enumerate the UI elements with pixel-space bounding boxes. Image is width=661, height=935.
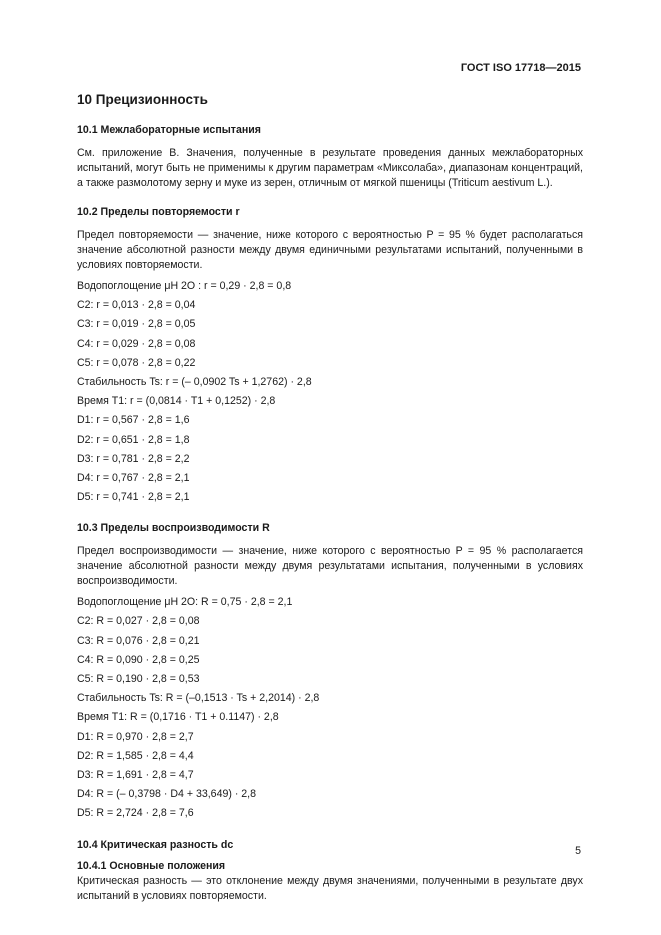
formula-line: D3: R = 1,691 · 2,8 = 4,7 — [77, 768, 194, 781]
standard-code: ГОСТ ISO 17718—2015 — [460, 62, 581, 74]
paragraph-10-1: См. приложение В. Значения, полученные в результате проведения данных межлабораторных испытаний, могут быть не применимы к другим параметрам «Миксолаба», диапазонам концентраций, а также размолотому зерну и муке из зерен, отличным от мягкой пшеницы (Triticum aestivum L.). — [77, 147, 583, 189]
formula-line: D5: R = 2,724 · 2,8 = 7,6 — [77, 807, 194, 820]
formula-line: D3: r = 0,781 · 2,8 = 2,2 — [77, 452, 190, 465]
formula-line: C5: r = 0,078 · 2,8 = 0,22 — [77, 356, 196, 369]
formula-line: D2: R = 1,585 · 2,8 = 4,4 — [77, 749, 194, 762]
formula-line: C4: R = 0,090 · 2,8 = 0,25 — [77, 653, 200, 666]
formula-line: D1: R = 0,970 · 2,8 = 2,7 — [77, 730, 194, 743]
formula-line: D2: r = 0,651 · 2,8 = 1,8 — [77, 433, 190, 446]
formula-line: C3: R = 0,076 · 2,8 = 0,21 — [77, 634, 200, 647]
subsection-title-10-4: 10.4 Критическая разность dc — [77, 838, 234, 851]
formula-line: D4: R = (– 0,3798 · D4 + 33,649) · 2,8 — [77, 788, 257, 801]
formula-line: Стабильность Ts: r = (– 0,0902 Ts + 1,2762) · 2,8 — [77, 375, 312, 388]
section-title: 10 Прецизионность — [77, 92, 208, 107]
formula-line: Водопоглощение μH 2O : r = 0,29 · 2,8 = 0,8 — [77, 280, 292, 292]
formula-line: D1: r = 0,567 · 2,8 = 1,6 — [77, 414, 190, 427]
paragraph-10-3: Предел воспроизводимости — значение, ниже которого с вероятностью P = 95 % располагается значение абсолютной разности между двумя результатами испытания, полученными в условиях воспроизводимости. — [77, 545, 583, 588]
subsection-title-10-1: 10.1 Межлабораторные испытания — [77, 124, 261, 136]
formula-line: D4: r = 0,767 · 2,8 = 2,1 — [77, 471, 190, 484]
paragraph-10-2: Предел повторяемости — значение, ниже которого с вероятностью P = 95 % будет располагаться значение абсолютной разности между двумя единичными результатами испытаний, полученными в условиях повторяемости. — [77, 229, 583, 271]
formula-line: C2: R = 0,027 · 2,8 = 0,08 — [77, 615, 200, 628]
subsection-title-10-4-1: 10.4.1 Основные положения — [77, 859, 226, 872]
formula-line: D5: r = 0,741 · 2,8 = 2,1 — [77, 491, 190, 504]
formula-line: C3: r = 0,019 · 2,8 = 0,05 — [77, 318, 196, 331]
formula-line: Время T1: r = (0,0814 · T1 + 0,1252) · 2,8 — [77, 395, 276, 408]
formula-line: Стабильность Ts: R = (–0,1513 · Ts + 2,2014) · 2,8 — [77, 692, 320, 705]
formula-line: C2: r = 0,013 · 2,8 = 0,04 — [77, 299, 196, 312]
page-number: 5 — [575, 845, 581, 857]
formula-line: Водопоглощение μH 2O: R = 0,75 · 2,8 = 2,1 — [77, 596, 293, 609]
formula-line: C4: r = 0,029 · 2,8 = 0,08 — [77, 337, 196, 350]
formula-line: C5: R = 0,190 · 2,8 = 0,53 — [77, 673, 200, 685]
subsection-title-10-3: 10.3 Пределы воспроизводимости R — [77, 522, 270, 535]
subsection-title-10-2: 10.2 Пределы повторяемости r — [77, 206, 240, 218]
paragraph-10-4-1: Критическая разность — это отклонение между двумя значениями, полученными в результате двух испытаний в условиях повторяемости. — [77, 874, 583, 902]
page-content — [77, 92, 583, 904]
formula-line: Время T1: R = (0,1716 · T1 + 0.1147) · 2,8 — [77, 711, 279, 724]
